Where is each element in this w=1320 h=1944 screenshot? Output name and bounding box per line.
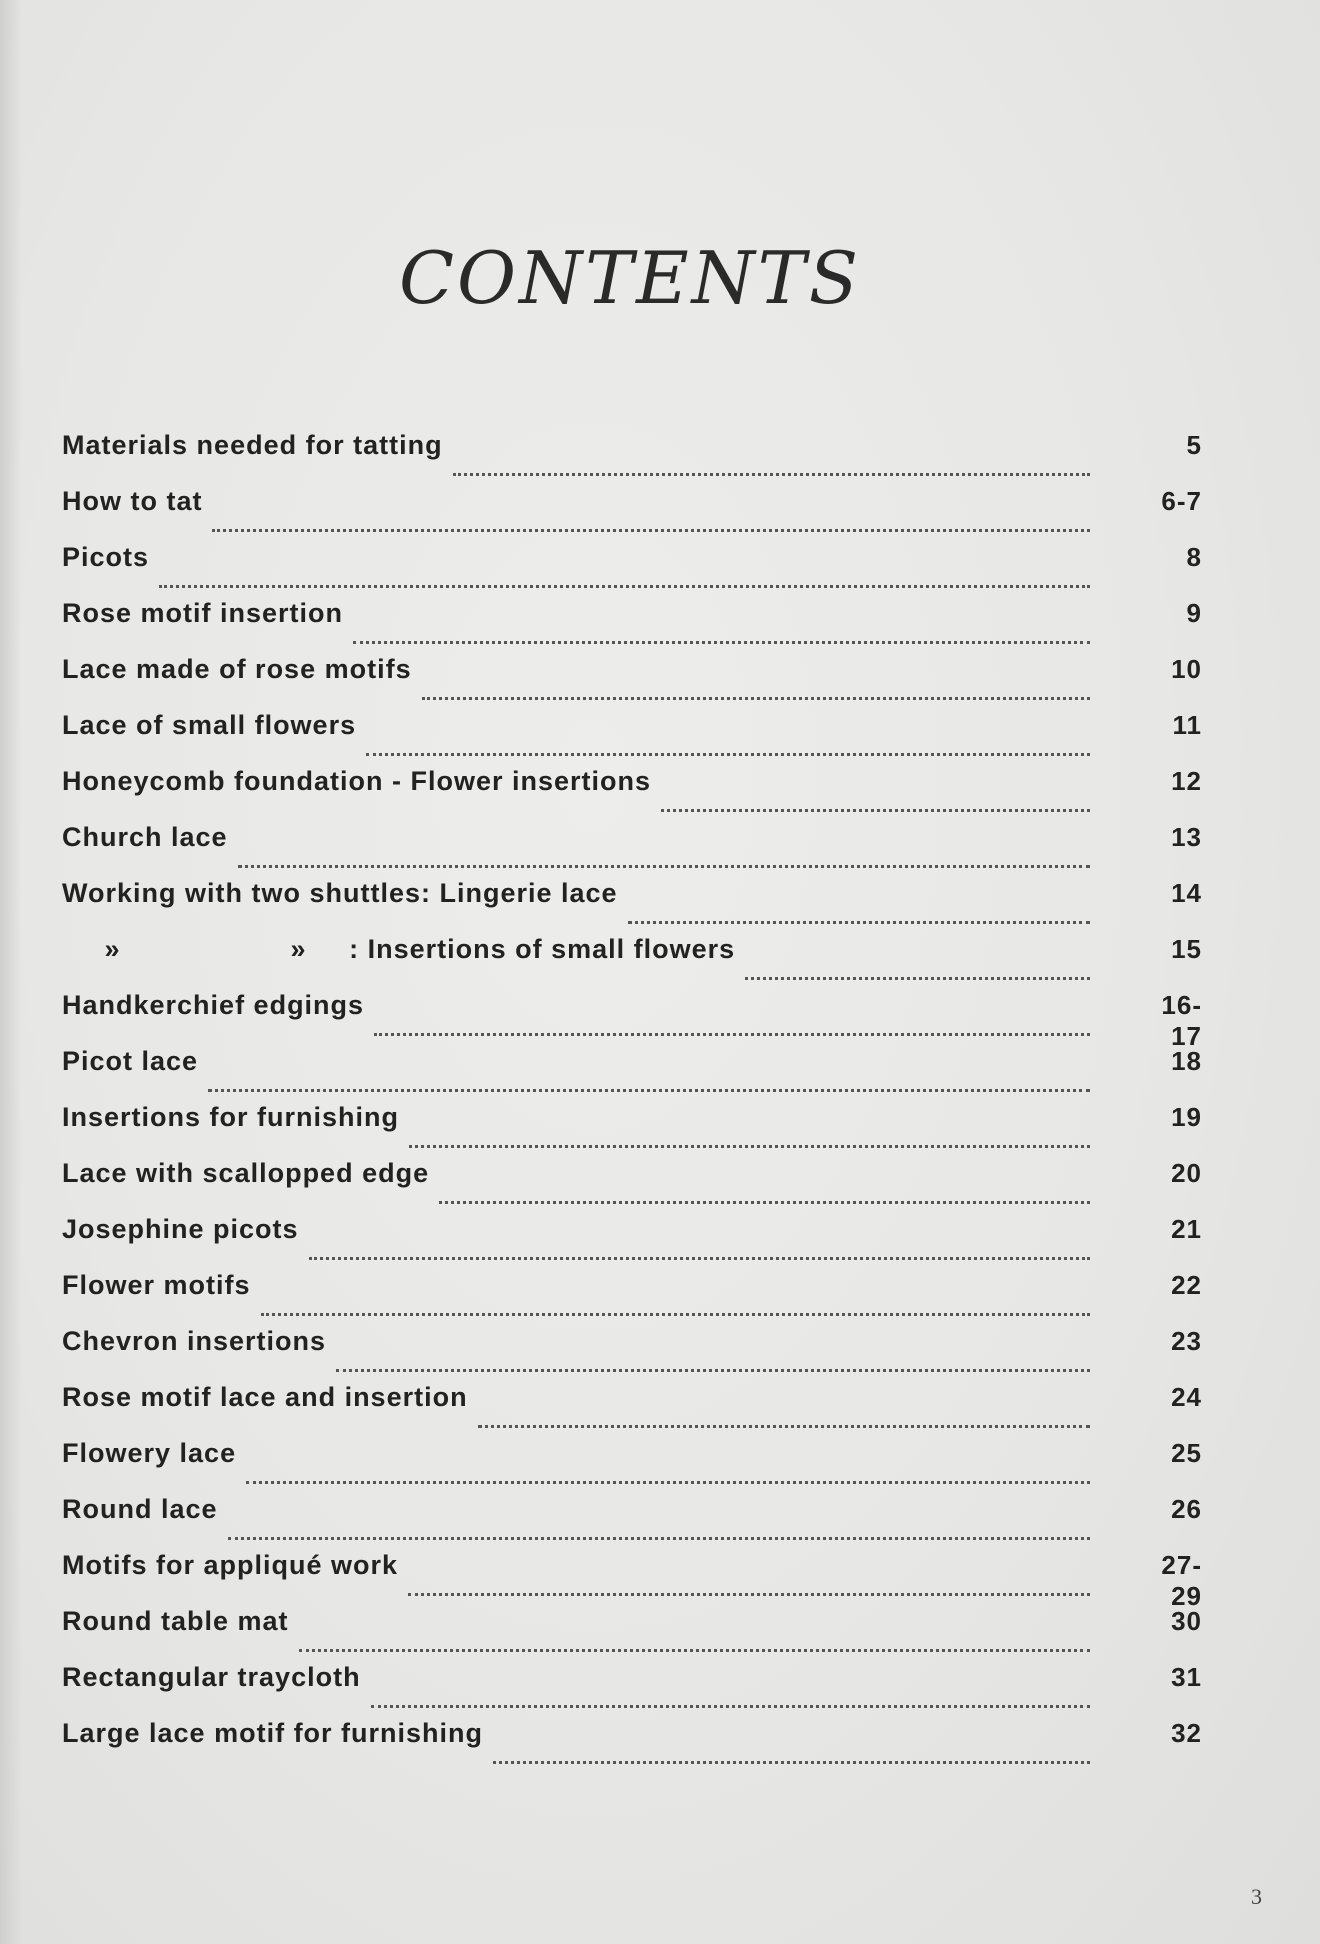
toc-entry-page: 23 (1171, 1326, 1202, 1356)
dot-leader (745, 977, 1090, 980)
dot-leader (336, 1369, 1090, 1372)
toc-entry (62, 542, 1202, 598)
toc-entry-label: Church lace (62, 822, 228, 852)
toc-entry-label: Rose motif insertion (62, 598, 344, 628)
toc-entry-label: Lace of small flowers (62, 710, 357, 740)
toc-entry-page: 10 (1171, 654, 1202, 684)
toc-entry-page: 32 (1171, 1718, 1202, 1748)
toc-entry-page: 14 (1171, 878, 1202, 908)
page-title: CONTENTS (398, 236, 862, 320)
table-of-contents (62, 430, 1202, 1774)
page-number: 3 (1251, 1884, 1262, 1909)
toc-entry (62, 766, 1202, 822)
toc-entry (62, 654, 1202, 710)
toc-entry-label: Lace made of rose motifs (62, 654, 412, 684)
toc-entry-page: 22 (1171, 1270, 1202, 1300)
dot-leader (238, 865, 1090, 868)
toc-entry (62, 1550, 1202, 1611)
dot-leader (159, 585, 1090, 588)
dot-leader (628, 921, 1090, 924)
toc-entry-label: Rose motif lace and insertion (62, 1382, 468, 1412)
toc-entry-label: Motifs for appliqué work (62, 1550, 399, 1580)
toc-entry (62, 1494, 1202, 1550)
dot-leader (228, 1537, 1090, 1540)
toc-entry-page: 31 (1171, 1662, 1202, 1692)
toc-entry-label: Picot lace (62, 1046, 199, 1076)
dot-leader (353, 641, 1090, 644)
toc-entry-label: Working with two shuttles: Lingerie lace (62, 878, 618, 908)
toc-entry-label: Lace with scallopped edge (62, 1158, 430, 1188)
toc-entry (62, 1214, 1202, 1270)
toc-entry (62, 486, 1202, 542)
toc-entry-label: How to tat (62, 486, 203, 516)
toc-entry-page: 13 (1171, 822, 1202, 852)
toc-entry-label: Picots (62, 542, 150, 572)
toc-entry (62, 1718, 1202, 1774)
toc-entry (62, 822, 1202, 878)
toc-entry-page: 25 (1171, 1438, 1202, 1468)
dot-leader (422, 697, 1090, 700)
toc-entry-page: 8 (1186, 542, 1202, 572)
toc-entry (62, 1606, 1202, 1662)
dot-leader (371, 1705, 1090, 1708)
toc-entry (62, 1158, 1202, 1214)
toc-entry-label: Honeycomb foundation - Flower insertions (62, 766, 652, 796)
toc-entry (62, 878, 1202, 934)
dot-leader (246, 1481, 1090, 1484)
toc-entry-label: Chevron insertions (62, 1326, 327, 1356)
toc-entry (62, 990, 1202, 1051)
dot-leader (212, 529, 1090, 532)
dot-leader (453, 473, 1090, 476)
dot-leader (374, 1033, 1090, 1036)
toc-entry-label: Flower motifs (62, 1270, 251, 1300)
toc-entry-label: Large lace motif for furnishing (62, 1718, 484, 1748)
toc-entry-label: Josephine picots (62, 1214, 299, 1244)
toc-entry-label: Flowery lace (62, 1438, 237, 1468)
toc-entry-page: 15 (1171, 934, 1202, 964)
toc-entry-page: 12 (1171, 766, 1202, 796)
toc-entry (62, 1046, 1202, 1102)
toc-entry-page: 6-7 (1161, 486, 1202, 516)
dot-leader (366, 753, 1090, 756)
toc-entry-page: 18 (1171, 1046, 1202, 1076)
toc-entry (62, 1270, 1202, 1326)
toc-entry-label: Handkerchief edgings (62, 990, 365, 1020)
toc-entry-page: 20 (1171, 1158, 1202, 1188)
dot-leader (261, 1313, 1090, 1316)
toc-entry (62, 934, 1202, 990)
dot-leader (309, 1257, 1090, 1260)
toc-entry-label: Round lace (62, 1494, 218, 1524)
toc-entry-label: Materials needed for tatting (62, 430, 443, 460)
toc-entry (62, 1326, 1202, 1382)
toc-entry-label: Rectangular traycloth (62, 1662, 361, 1692)
toc-entry-label: Round table mat (62, 1606, 289, 1636)
toc-entry (62, 710, 1202, 766)
toc-entry-page: 19 (1171, 1102, 1202, 1132)
dot-leader (439, 1201, 1090, 1204)
dot-leader (661, 809, 1090, 812)
toc-entry-page: 5 (1186, 430, 1202, 460)
toc-entry (62, 1438, 1202, 1494)
toc-entry-page: 16-17 (1161, 990, 1202, 1051)
dot-leader (408, 1593, 1090, 1596)
toc-entry-label: » » : Insertions of small flowers (62, 934, 736, 964)
toc-entry (62, 598, 1202, 654)
dot-leader (299, 1649, 1090, 1652)
toc-entry-page: 11 (1172, 710, 1202, 740)
dot-leader (493, 1761, 1090, 1764)
toc-entry (62, 1662, 1202, 1718)
toc-entry-page: 9 (1186, 598, 1202, 628)
dot-leader (208, 1089, 1090, 1092)
toc-entry-page: 26 (1171, 1494, 1202, 1524)
toc-entry (62, 430, 1202, 486)
toc-entry-page: 30 (1171, 1606, 1202, 1636)
toc-entry (62, 1382, 1202, 1438)
toc-entry-page: 24 (1171, 1382, 1202, 1412)
toc-entry-label: Insertions for furnishing (62, 1102, 400, 1132)
toc-entry-page: 21 (1171, 1214, 1202, 1244)
toc-entry (62, 1102, 1202, 1158)
toc-entry-page: 27-29 (1161, 1550, 1202, 1611)
dot-leader (409, 1145, 1090, 1148)
dot-leader (478, 1425, 1090, 1428)
